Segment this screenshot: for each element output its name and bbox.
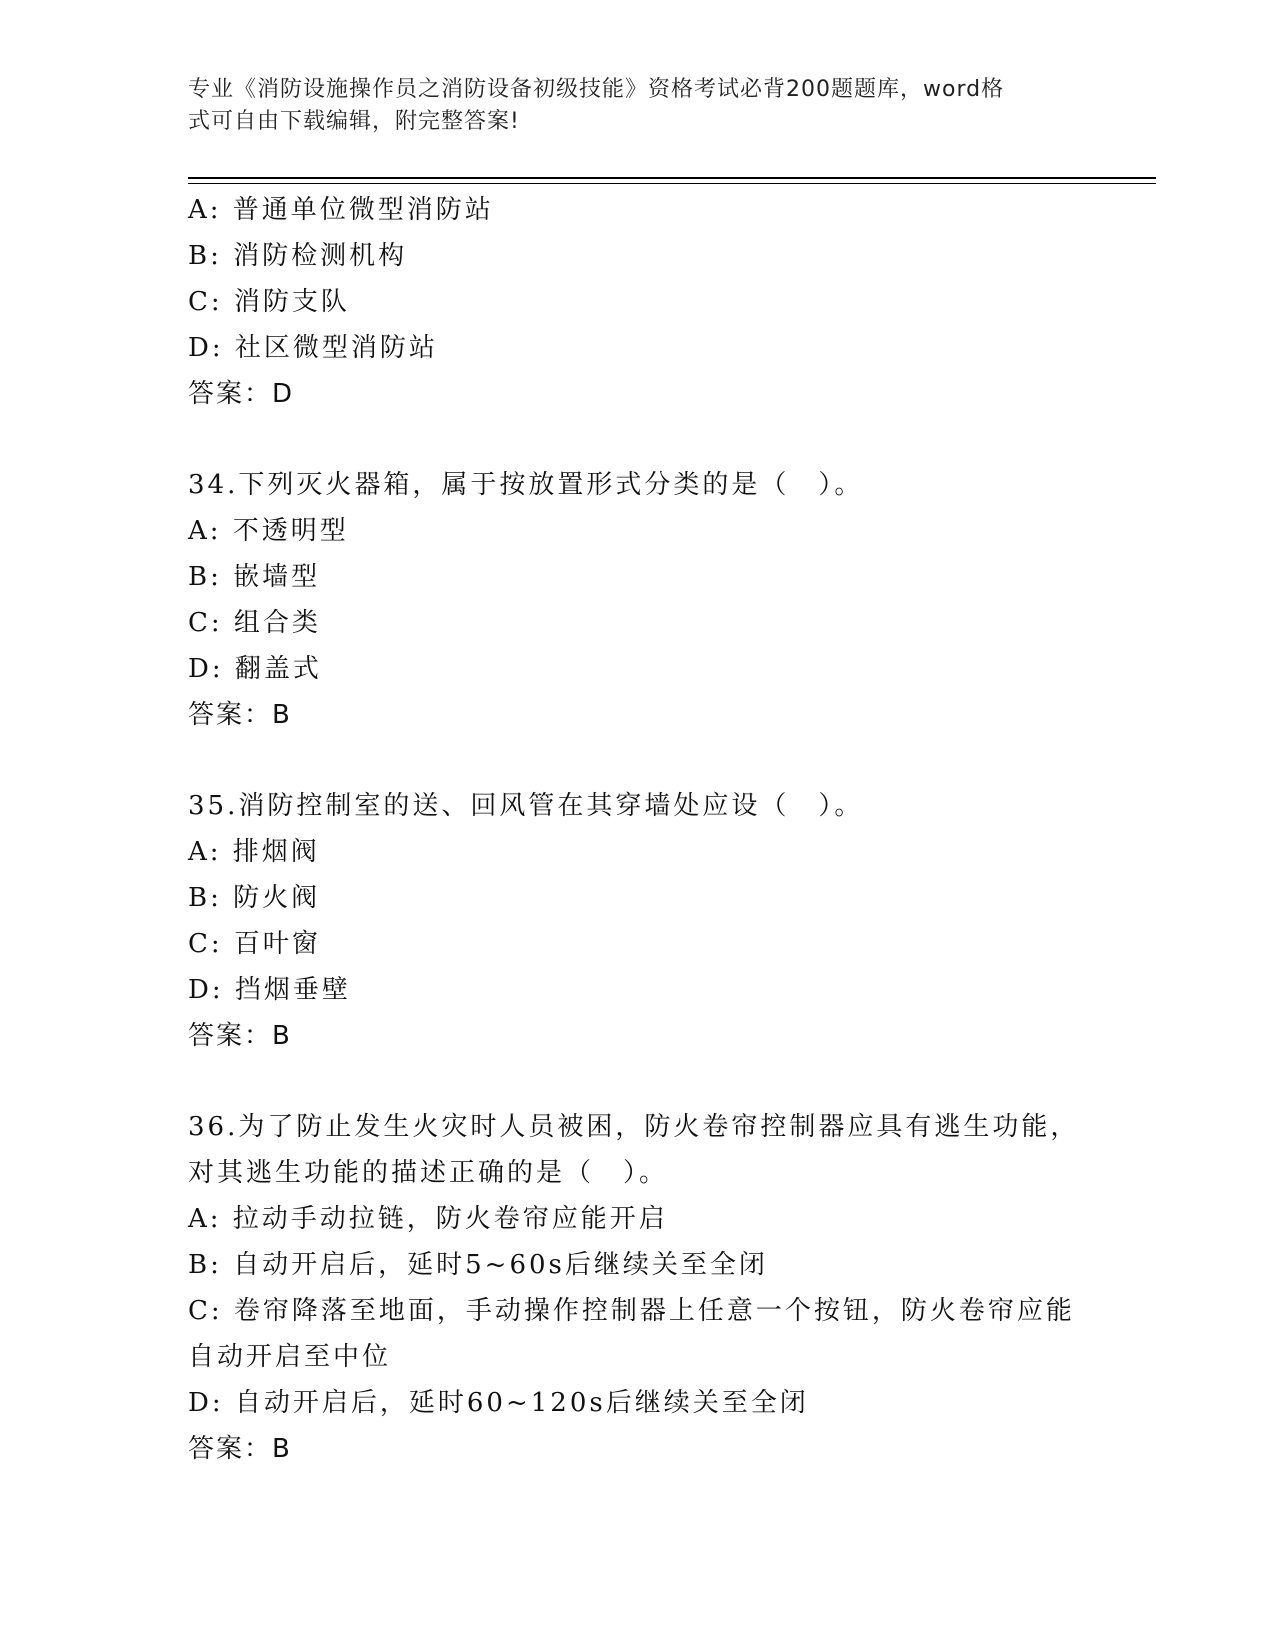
q34-option-a: A: 不透明型 [188, 516, 349, 546]
q35-option-a: A: 排烟阀 [188, 837, 320, 867]
q36-option-a: A: 拉动手动拉链，防火卷帘应能开启 [188, 1204, 668, 1234]
q35-option-d: D: 挡烟垂壁 [188, 975, 351, 1005]
q36-option-b: B: 自动开启后，延时5~60s后继续关至全闭 [188, 1250, 768, 1280]
document-header [188, 74, 1068, 138]
q36-answer: 答案：B [188, 1434, 292, 1464]
q33-option-c: C: 消防支队 [188, 287, 350, 317]
q35-answer: 答案：B [188, 1021, 292, 1051]
q34-stem: 34.下列灭火器箱，属于按放置形式分类的是（ ）。 [188, 470, 864, 500]
q35-stem: 35.消防控制室的送、回风管在其穿墙处应设（ ）。 [188, 791, 864, 821]
header-divider-bottom [188, 183, 1156, 184]
q33-option-b: B: 消防检测机构 [188, 241, 408, 271]
q36-option-d: D: 自动开启后，延时60~120s后继续关至全闭 [188, 1388, 809, 1418]
q35-option-b: B: 防火阀 [188, 883, 321, 913]
q36-stem-line-1: 36.为了防止发生火灾时人员被困，防火卷帘控制器应具有逃生功能， [188, 1112, 1080, 1142]
q36-option-c-line-2: 自动开启至中位 [188, 1342, 392, 1372]
header-divider-top [188, 177, 1156, 179]
header-line-1: 专业《消防设施操作员之消防设备初级技能》资格考试必背200题题库，word格 [188, 77, 1005, 102]
q36-stem-line-2: 对其逃生功能的描述正确的是（ ）。 [188, 1158, 669, 1188]
q34-option-d: D: 翻盖式 [188, 654, 322, 684]
q34-option-c: C: 组合类 [188, 608, 321, 638]
q34-option-b: B: 嵌墙型 [188, 562, 321, 592]
q36-option-c-line-1: C: 卷帘降落至地面，手动操作控制器上任意一个按钮，防火卷帘应能 [188, 1296, 1075, 1326]
header-line-2: 式可自由下载编辑，附完整答案! [188, 109, 520, 134]
q33-option-d: D: 社区微型消防站 [188, 333, 438, 363]
q34-answer: 答案：B [188, 700, 292, 730]
q33-answer: 答案：D [188, 379, 295, 409]
q33-option-a: A: 普通单位微型消防站 [188, 195, 494, 225]
q35-option-c: C: 百叶窗 [188, 929, 321, 959]
